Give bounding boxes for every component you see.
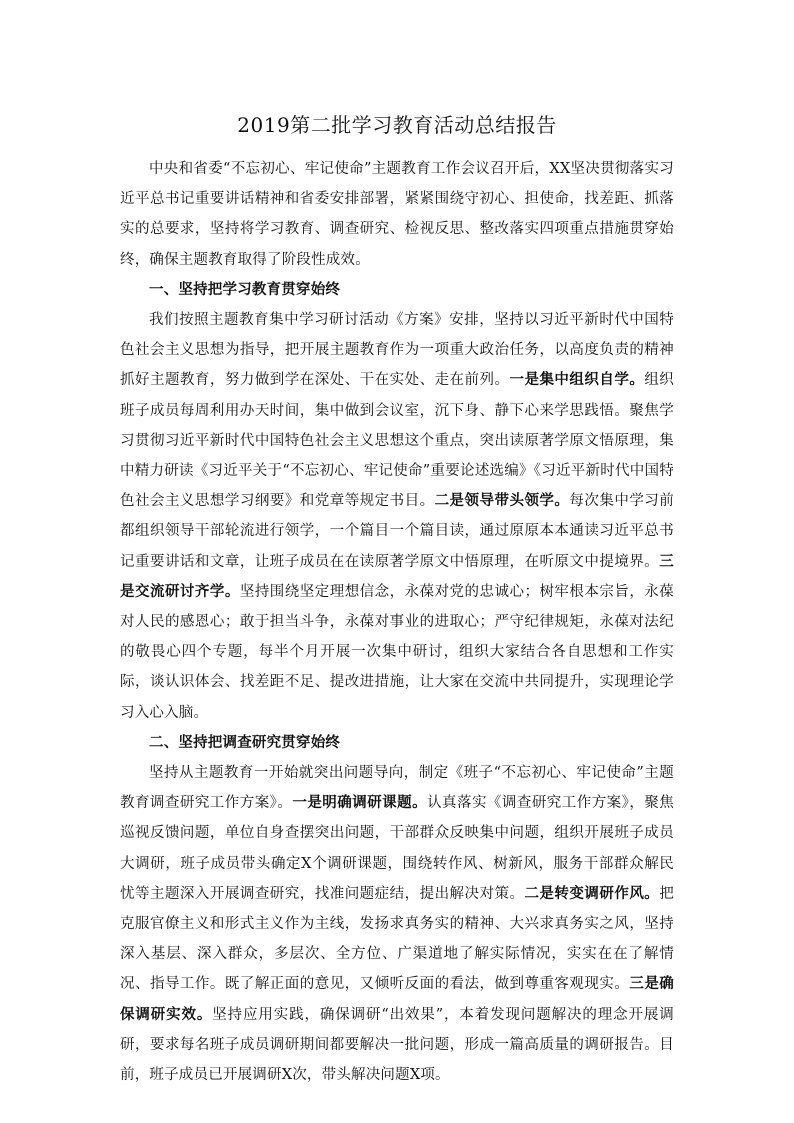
- section-2-point-3: 三是确保调研实效。: [120, 975, 675, 1023]
- section-2-text-4: 坚持应用实践，确保调研“出效果”，本着发现问题解决的理念开展调研，要求每名班子成员调研期间都要解决一批问题，形成一篇高质量的调研报告。目前，班子成员已开展调研X次，带头解决问题X项。: [120, 1006, 674, 1084]
- section-2-text-1: 坚持从主题教育一开始就突出问题导向，制定《班子“不忘初心、牢记使命”主题教育调查研究工作方案》。: [120, 765, 674, 812]
- document-title: 2019第二批学习教育活动总结报告: [237, 113, 557, 137]
- document-page: [120, 110, 674, 1090]
- section-1-point-1: 一是集中组织自学。: [509, 371, 645, 389]
- section-2-body: [120, 758, 674, 1090]
- intro-paragraph: 中央和省委“不忘初心、牢记使命”主题教育工作会议召开后，XX坚决贯彻落实习近平总书记重要讲话精神和省委安排部署，紧紧围绕守初心、担使命，找差距、抓落实的总要求，坚持将学习教育、调查研究、检视反思、整改落实四项重点措施贯穿始终，确保主题教育取得了阶段性成效。: [120, 161, 674, 268]
- section-1-text-1: 我们按照主题教育集中学习研讨活动《方案》安排，坚持以习近平新时代中国特色社会主义思想为指导，把开展主题教育作为一项重大政治任务，以高度负责的精神抓好主题教育，努力做到学在深处、干在实处、走在前列。: [120, 312, 674, 389]
- section-2-heading: 二、坚持把调查研究贯穿始终: [149, 733, 341, 751]
- section-1-point-3: 三是交流研讨齐学。: [120, 552, 674, 600]
- section-1-heading: 一、坚持把学习教育贯穿始终: [149, 280, 341, 298]
- section-2-point-1: 一是明确调研课题。: [292, 794, 428, 812]
- section-2-point-2: 二是转变调研作风。: [524, 884, 660, 902]
- section-1-text-3: 每次集中学习前都组织领导干部轮流进行领学，一个篇目一个篇目读，通过原原本本通读习近平总书记重要讲话和文章，让班子成员在在读原著学原文中悟原理，在听原文中提境界。: [120, 493, 674, 570]
- section-2-text-3: 把克服官僚主义和形式主义作为主线，发扬求真务实的精神、大兴求真务实之风，坚持深入基层、深入群众，多层次、全方位、广渠道地了解实际情况，实实在在了解情况、指导工作。既了解正面的意见，又倾听反面的看法，做到尊重客观现实。: [120, 885, 674, 993]
- section-1-point-2: 二是领导带头领学。: [434, 492, 570, 510]
- section-1-text-4: 坚持围绕坚定理想信念，永葆对党的忠诚心；树牢根本宗旨，永葆对人民的感恩心；敢于担当斗争，永葆对事业的进取心；严守纪律规矩，永葆对法纪的敬畏心四个专题，每半个月开展一次集中研讨，组织大家结合各自思想和工作实际，谈认识体会、找差距不足、提改进措施，让大家在交流中共同提升，实现理论学习入心入脑。: [120, 583, 674, 721]
- section-2-text-2: 认真落实《调查研究工作方案》，聚焦巡视反馈问题，单位自身查摆突出问题，干部群众反映集中问题，组织开展班子成员大调研，班子成员带头确定X个调研课题，围绕转作风、树新风，服务干部群众解民忧等主题深入开展调查研究，找准问题症结，提出解决对策。: [120, 795, 674, 902]
- section-1-body: [120, 305, 674, 728]
- section-1-text-2: 组织班子成员每周利用办天时间，集中做到会议室，沉下身、静下心来学思践悟。聚焦学习贯彻习近平新时代中国特色社会主义思想这个重点，突出读原著学原文悟原理，集中精力研读《习近平关于“不忘初心、牢记使命”重要论述选编》《习近平新时代中国特色社会主义思想学习纲要》和党章等规定书目。: [120, 372, 674, 510]
